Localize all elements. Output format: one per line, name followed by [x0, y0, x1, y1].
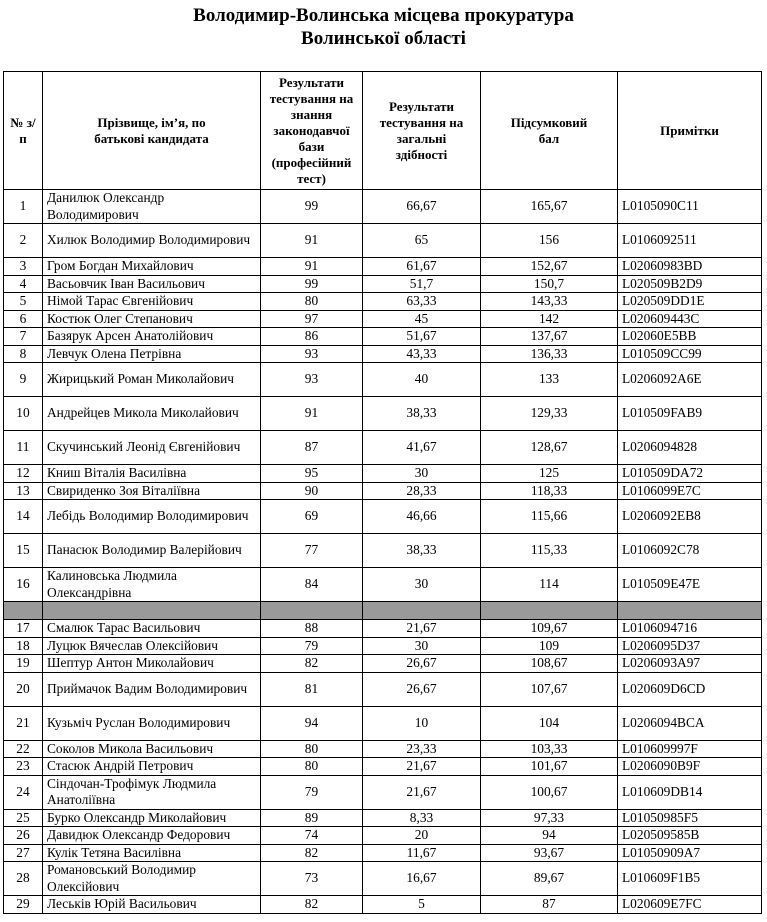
table-row	[4, 740, 762, 758]
general-test-score: 20	[363, 827, 481, 845]
law-test-score: 99	[261, 275, 363, 293]
results-table	[3, 71, 762, 914]
total-score: 129,33	[481, 397, 618, 431]
general-test-score: 51,67	[363, 328, 481, 346]
general-test-score: 26,67	[363, 672, 481, 706]
table-row	[4, 620, 762, 638]
total-score: 137,67	[481, 328, 618, 346]
candidate-name: Кузьміч Руслан Володимирович	[43, 706, 261, 740]
separator-row	[4, 602, 762, 620]
general-test-score: 40	[363, 363, 481, 397]
total-score: 150,7	[481, 275, 618, 293]
table-header-row	[4, 72, 762, 190]
row-number: 2	[4, 224, 43, 258]
total-score: 100,67	[481, 775, 618, 809]
law-test-score: 93	[261, 345, 363, 363]
general-test-score: 30	[363, 465, 481, 483]
row-number: 19	[4, 655, 43, 673]
total-score: 152,67	[481, 258, 618, 276]
candidate-name: Давидюк Олександр Федорович	[43, 827, 261, 845]
table-row	[4, 328, 762, 346]
title-line-2: Волинської області	[301, 28, 466, 49]
table-row	[4, 827, 762, 845]
row-number: 4	[4, 275, 43, 293]
candidate-code: L010509DA72	[618, 465, 762, 483]
candidate-code: L010609DB14	[618, 775, 762, 809]
candidate-name: Смалюк Тарас Васильович	[43, 620, 261, 638]
header-general-test: Результати тестування на загальні здібності	[363, 72, 481, 190]
table-row	[4, 706, 762, 740]
candidate-code: L0206095D37	[618, 637, 762, 655]
law-test-score: 89	[261, 809, 363, 827]
law-test-score: 82	[261, 896, 363, 914]
candidate-code: L0206092EB8	[618, 500, 762, 534]
general-test-score: 30	[363, 637, 481, 655]
total-score: 89,67	[481, 862, 618, 896]
candidate-code: L02060E5BB	[618, 328, 762, 346]
law-test-score: 88	[261, 620, 363, 638]
law-test-score: 82	[261, 655, 363, 673]
candidate-code: L020609D6CD	[618, 672, 762, 706]
table-row	[4, 190, 762, 224]
law-test-score: 91	[261, 224, 363, 258]
candidate-code: L01050985F5	[618, 809, 762, 827]
row-number: 25	[4, 809, 43, 827]
total-score: 115,66	[481, 500, 618, 534]
candidate-name: Данилюк Олександр Володимирович	[43, 190, 261, 224]
candidate-code: L010609997F	[618, 740, 762, 758]
general-test-score: 45	[363, 310, 481, 328]
table-row	[4, 637, 762, 655]
total-score: 114	[481, 568, 618, 602]
candidate-name: Скучинський Леонід Євгенійович	[43, 431, 261, 465]
candidate-code: L020609443C	[618, 310, 762, 328]
candidate-code: L0206092A6E	[618, 363, 762, 397]
general-test-score: 21,67	[363, 775, 481, 809]
candidate-code: L020509DD1E	[618, 293, 762, 311]
candidate-name: Калиновська Людмила Олександрівна	[43, 568, 261, 602]
general-test-score: 21,67	[363, 758, 481, 776]
row-number: 14	[4, 500, 43, 534]
law-test-score: 84	[261, 568, 363, 602]
table-separator	[4, 602, 762, 620]
law-test-score: 90	[261, 482, 363, 500]
row-number: 28	[4, 862, 43, 896]
total-score: 107,67	[481, 672, 618, 706]
table-row	[4, 844, 762, 862]
total-score: 125	[481, 465, 618, 483]
candidate-name: Луцюк Вячеслав Олексійович	[43, 637, 261, 655]
law-test-score: 79	[261, 637, 363, 655]
row-number: 5	[4, 293, 43, 311]
row-number: 24	[4, 775, 43, 809]
law-test-score: 91	[261, 397, 363, 431]
general-test-score: 28,33	[363, 482, 481, 500]
total-score: 108,67	[481, 655, 618, 673]
candidate-code: L0206090B9F	[618, 758, 762, 776]
total-score: 103,33	[481, 740, 618, 758]
table-row	[4, 275, 762, 293]
candidate-code: L0206094BCA	[618, 706, 762, 740]
candidate-code: L0106092C78	[618, 534, 762, 568]
general-test-score: 65	[363, 224, 481, 258]
law-test-score: 95	[261, 465, 363, 483]
row-number: 10	[4, 397, 43, 431]
general-test-score: 38,33	[363, 397, 481, 431]
title-line-1: Володимир-Волинська місцева прокуратура	[193, 5, 574, 26]
candidate-name: Гром Богдан Михайлович	[43, 258, 261, 276]
candidate-code: L010509CC99	[618, 345, 762, 363]
table-row	[4, 363, 762, 397]
candidate-name: Книш Віталія Василівна	[43, 465, 261, 483]
candidate-name: Хилюк Володимир Володимирович	[43, 224, 261, 258]
candidate-name: Леськів Юрій Васильович	[43, 896, 261, 914]
table-row	[4, 809, 762, 827]
law-test-score: 91	[261, 258, 363, 276]
table-row	[4, 568, 762, 602]
total-score: 118,33	[481, 482, 618, 500]
candidate-code: L0106094716	[618, 620, 762, 638]
row-number: 18	[4, 637, 43, 655]
table-row	[4, 431, 762, 465]
law-test-score: 74	[261, 827, 363, 845]
candidate-code: L0106092511	[618, 224, 762, 258]
table-row	[4, 896, 762, 914]
table-body-bottom	[4, 620, 762, 914]
row-number: 21	[4, 706, 43, 740]
candidate-name: Андрейцев Микола Миколайович	[43, 397, 261, 431]
table-row	[4, 500, 762, 534]
candidate-name: Базярук Арсен Анатолійович	[43, 328, 261, 346]
general-test-score: 23,33	[363, 740, 481, 758]
candidate-name: Приймачок Вадим Володимирович	[43, 672, 261, 706]
header-name: Прізвище, ім’я, по батькові кандидата	[43, 72, 261, 190]
general-test-score: 41,67	[363, 431, 481, 465]
table-row	[4, 258, 762, 276]
candidate-code: L0105090C11	[618, 190, 762, 224]
law-test-score: 80	[261, 740, 363, 758]
candidate-code: L010609F1B5	[618, 862, 762, 896]
table-row	[4, 310, 762, 328]
total-score: 143,33	[481, 293, 618, 311]
total-score: 104	[481, 706, 618, 740]
header-total-score: Підсумковий бал	[481, 72, 618, 190]
law-test-score: 97	[261, 310, 363, 328]
row-number: 1	[4, 190, 43, 224]
total-score: 93,67	[481, 844, 618, 862]
general-test-score: 30	[363, 568, 481, 602]
row-number: 17	[4, 620, 43, 638]
row-number: 29	[4, 896, 43, 914]
table-row	[4, 655, 762, 673]
row-number: 11	[4, 431, 43, 465]
table-row	[4, 775, 762, 809]
total-score: 142	[481, 310, 618, 328]
general-test-score: 61,67	[363, 258, 481, 276]
table-row	[4, 293, 762, 311]
candidate-name: Шептур Антон Миколайович	[43, 655, 261, 673]
table-row	[4, 465, 762, 483]
candidate-name: Васьовчик Іван Васильович	[43, 275, 261, 293]
candidate-name: Левчук Олена Петрівна	[43, 345, 261, 363]
row-number: 23	[4, 758, 43, 776]
law-test-score: 80	[261, 293, 363, 311]
candidate-name: Кулік Тетяна Василівна	[43, 844, 261, 862]
general-test-score: 5	[363, 896, 481, 914]
candidate-name: Стасюк Андрій Петрович	[43, 758, 261, 776]
law-test-score: 87	[261, 431, 363, 465]
row-number: 26	[4, 827, 43, 845]
law-test-score: 80	[261, 758, 363, 776]
law-test-score: 86	[261, 328, 363, 346]
law-test-score: 94	[261, 706, 363, 740]
general-test-score: 10	[363, 706, 481, 740]
candidate-code: L020609E7FC	[618, 896, 762, 914]
row-number: 8	[4, 345, 43, 363]
total-score: 87	[481, 896, 618, 914]
row-number: 7	[4, 328, 43, 346]
candidate-name: Німой Тарас Євгенійович	[43, 293, 261, 311]
total-score: 109	[481, 637, 618, 655]
candidate-code: L010509FAB9	[618, 397, 762, 431]
general-test-score: 21,67	[363, 620, 481, 638]
candidate-name: Свириденко Зоя Віталіївна	[43, 482, 261, 500]
law-test-score: 73	[261, 862, 363, 896]
total-score: 97,33	[481, 809, 618, 827]
row-number: 16	[4, 568, 43, 602]
law-test-score: 82	[261, 844, 363, 862]
total-score: 128,67	[481, 431, 618, 465]
law-test-score: 77	[261, 534, 363, 568]
row-number: 22	[4, 740, 43, 758]
table-row	[4, 758, 762, 776]
candidate-name: Костюк Олег Степанович	[43, 310, 261, 328]
general-test-score: 26,67	[363, 655, 481, 673]
general-test-score: 63,33	[363, 293, 481, 311]
table-row	[4, 224, 762, 258]
total-score: 136,33	[481, 345, 618, 363]
law-test-score: 69	[261, 500, 363, 534]
table-row	[4, 397, 762, 431]
candidate-name: Соколов Микола Васильович	[43, 740, 261, 758]
law-test-score: 81	[261, 672, 363, 706]
table-row	[4, 672, 762, 706]
candidate-code: L0206093A97	[618, 655, 762, 673]
general-test-score: 46,66	[363, 500, 481, 534]
table-row	[4, 345, 762, 363]
table-row	[4, 534, 762, 568]
row-number: 15	[4, 534, 43, 568]
total-score: 156	[481, 224, 618, 258]
general-test-score: 51,7	[363, 275, 481, 293]
row-number: 20	[4, 672, 43, 706]
total-score: 109,67	[481, 620, 618, 638]
table-row	[4, 862, 762, 896]
candidate-code: L010509E47E	[618, 568, 762, 602]
candidate-name: Панасюк Володимир Валерійович	[43, 534, 261, 568]
general-test-score: 11,67	[363, 844, 481, 862]
candidate-code: L0106099E7C	[618, 482, 762, 500]
row-number: 12	[4, 465, 43, 483]
candidate-name: Лебідь Володимир Володимирович	[43, 500, 261, 534]
header-law-test: Результати тестування на знання законодавчої бази (професійний тест)	[261, 72, 363, 190]
law-test-score: 93	[261, 363, 363, 397]
general-test-score: 43,33	[363, 345, 481, 363]
candidate-name: Жирицький Роман Миколайович	[43, 363, 261, 397]
candidate-code: L020509585B	[618, 827, 762, 845]
candidate-code: L020509B2D9	[618, 275, 762, 293]
row-number: 27	[4, 844, 43, 862]
document-title	[0, 4, 767, 50]
header-notes: Примітки	[618, 72, 762, 190]
general-test-score: 16,67	[363, 862, 481, 896]
candidate-name: Романовський Володимир Олексійович	[43, 862, 261, 896]
header-number: № з/п	[4, 72, 43, 190]
general-test-score: 38,33	[363, 534, 481, 568]
law-test-score: 79	[261, 775, 363, 809]
candidate-name: Бурко Олександр Миколайович	[43, 809, 261, 827]
candidate-code: L02060983BD	[618, 258, 762, 276]
row-number: 6	[4, 310, 43, 328]
total-score: 101,67	[481, 758, 618, 776]
general-test-score: 66,67	[363, 190, 481, 224]
row-number: 3	[4, 258, 43, 276]
candidate-name: Сіндочан-Трофімук Людмила Анатоліївна	[43, 775, 261, 809]
candidate-code: L01050909A7	[618, 844, 762, 862]
candidate-code: L0206094828	[618, 431, 762, 465]
row-number: 13	[4, 482, 43, 500]
law-test-score: 99	[261, 190, 363, 224]
total-score: 115,33	[481, 534, 618, 568]
row-number: 9	[4, 363, 43, 397]
table-row	[4, 482, 762, 500]
total-score: 165,67	[481, 190, 618, 224]
total-score: 94	[481, 827, 618, 845]
total-score: 133	[481, 363, 618, 397]
table-body-top	[4, 190, 762, 602]
general-test-score: 8,33	[363, 809, 481, 827]
